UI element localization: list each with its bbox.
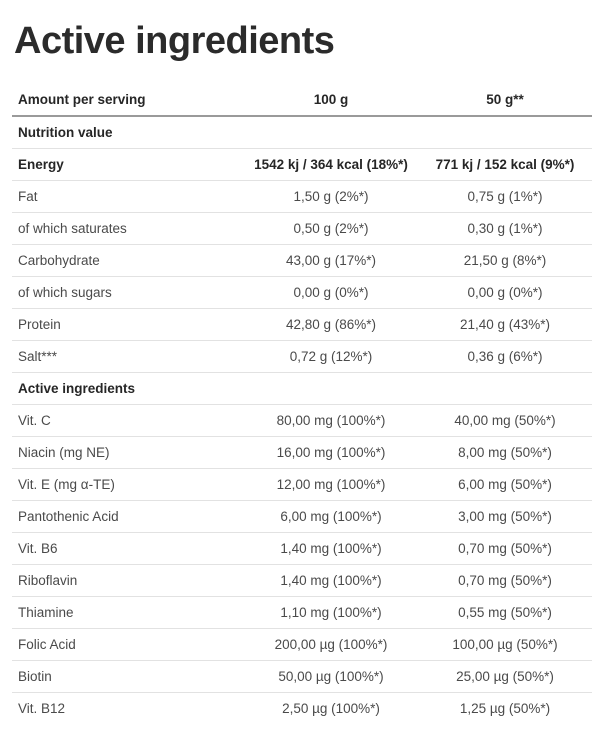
section-title: Active ingredients	[12, 372, 592, 404]
row-value-50g: 771 kj / 152 kcal (9%*)	[418, 148, 592, 180]
row-label: Energy	[12, 148, 244, 180]
row-label: of which saturates	[12, 212, 244, 244]
table-row	[12, 660, 592, 692]
table-row	[12, 692, 592, 724]
row-value-100g: 1,50 g (2%*)	[244, 180, 418, 212]
table-section-row	[12, 372, 592, 404]
row-value-100g: 0,00 g (0%*)	[244, 276, 418, 308]
row-value-100g: 50,00 µg (100%*)	[244, 660, 418, 692]
table-row	[12, 340, 592, 372]
row-label: Pantothenic Acid	[12, 500, 244, 532]
row-value-50g: 0,36 g (6%*)	[418, 340, 592, 372]
row-value-100g: 1542 kj / 364 kcal (18%*)	[244, 148, 418, 180]
table-row	[12, 276, 592, 308]
table-row	[12, 596, 592, 628]
table-row	[12, 308, 592, 340]
row-value-100g: 2,50 µg (100%*)	[282, 700, 380, 716]
table-row	[12, 148, 592, 180]
row-label: Vit. C	[12, 404, 244, 436]
table-row	[12, 628, 592, 660]
table-section-row	[12, 116, 592, 149]
table-row	[12, 180, 592, 212]
row-label: Protein	[12, 308, 244, 340]
row-value-100g: 1,10 mg (100%*)	[244, 596, 418, 628]
row-label: of which sugars	[12, 276, 244, 308]
row-value-50g: 100,00 µg (50%*)	[418, 628, 592, 660]
table-row	[12, 212, 592, 244]
table-row	[12, 532, 592, 564]
row-value-50g: 25,00 µg (50%*)	[418, 660, 592, 692]
row-value-50g: 21,40 g (43%*)	[418, 308, 592, 340]
row-label: Riboflavin	[12, 564, 244, 596]
row-value-100g: 0,50 g (2%*)	[244, 212, 418, 244]
table-row	[12, 564, 592, 596]
row-value-100g: 200,00 µg (100%*)	[244, 628, 418, 660]
row-value-100g: 12,00 mg (100%*)	[244, 468, 418, 500]
table-row	[12, 500, 592, 532]
row-value-50g: 3,00 mg (50%*)	[418, 500, 592, 532]
nutrition-table-body	[12, 84, 592, 724]
row-label: Vit. B12	[18, 700, 66, 716]
row-value-100g: 0,72 g (12%*)	[244, 340, 418, 372]
row-value-50g: 0,30 g (1%*)	[418, 212, 592, 244]
table-row	[12, 244, 592, 276]
row-value-50g: 0,55 mg (50%*)	[418, 596, 592, 628]
nutrition-table	[12, 84, 592, 724]
row-value-100g: 80,00 mg (100%*)	[244, 404, 418, 436]
row-label: Biotin	[12, 660, 244, 692]
row-value-50g: 40,00 mg (50%*)	[418, 404, 592, 436]
row-value-50g: 0,70 mg (50%*)	[418, 532, 592, 564]
row-label: Niacin (mg NE)	[12, 436, 244, 468]
row-label: Salt***	[12, 340, 244, 372]
table-row	[12, 468, 592, 500]
row-label: Carbohydrate	[12, 244, 244, 276]
row-label: Fat	[12, 180, 244, 212]
row-value-50g: 0,75 g (1%*)	[418, 180, 592, 212]
row-label: Thiamine	[12, 596, 244, 628]
header-label: Amount per serving	[12, 84, 244, 116]
row-value-50g: 21,50 g (8%*)	[418, 244, 592, 276]
row-value-50g: 1,25 µg (50%*)	[459, 700, 551, 716]
table-row	[12, 436, 592, 468]
row-value-100g: 1,40 mg (100%*)	[244, 564, 418, 596]
header-serving-b: 50 g**	[418, 84, 592, 116]
row-value-100g: 6,00 mg (100%*)	[244, 500, 418, 532]
row-label: Vit. B6	[12, 532, 244, 564]
header-serving-a: 100 g	[244, 84, 418, 116]
row-value-100g: 43,00 g (17%*)	[244, 244, 418, 276]
row-value-50g: 6,00 mg (50%*)	[418, 468, 592, 500]
table-row	[12, 404, 592, 436]
row-value-50g: 0,00 g (0%*)	[418, 276, 592, 308]
table-header-row	[12, 84, 592, 116]
row-value-50g: 0,70 mg (50%*)	[418, 564, 592, 596]
row-value-100g: 16,00 mg (100%*)	[244, 436, 418, 468]
page-title: Active ingredients	[14, 20, 335, 62]
row-value-50g: 8,00 mg (50%*)	[418, 436, 592, 468]
row-value-100g: 42,80 g (86%*)	[244, 308, 418, 340]
section-title: Nutrition value	[12, 116, 592, 149]
row-label: Vit. E (mg α-TE)	[12, 468, 244, 500]
row-value-100g: 1,40 mg (100%*)	[244, 532, 418, 564]
row-label: Folic Acid	[12, 628, 244, 660]
